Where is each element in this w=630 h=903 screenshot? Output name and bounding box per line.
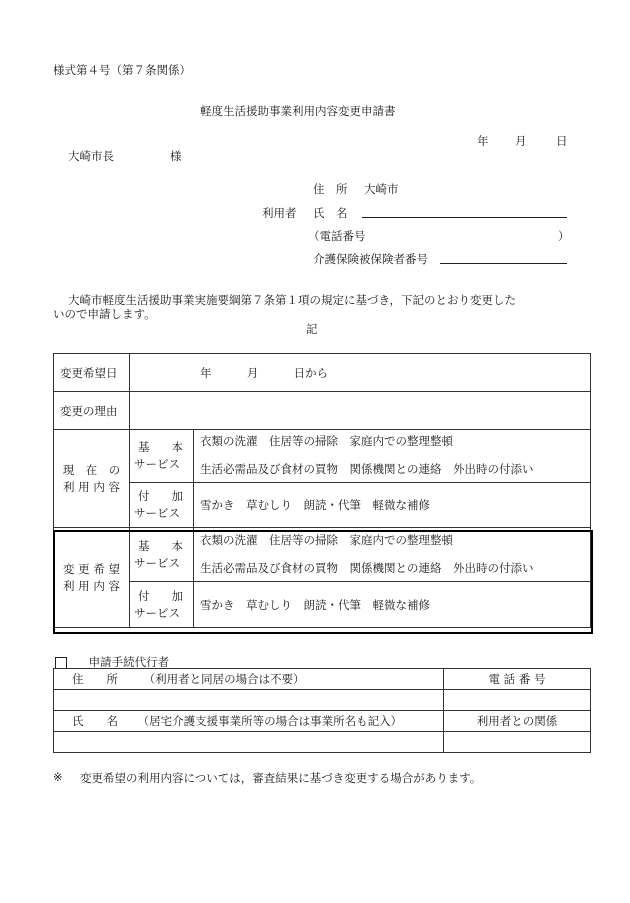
- insured-number-label: 介護保険被保険者番号: [313, 252, 428, 266]
- service-label: サービス: [134, 605, 180, 620]
- desired-additional-service-label: [130, 582, 194, 628]
- agent-name-label: 氏 名: [72, 714, 118, 728]
- agent-name-field[interactable]: [54, 732, 444, 753]
- basic-label-a: 基: [138, 440, 150, 454]
- service-label: サービス: [134, 506, 180, 520]
- form-title: 軽度生活援助事業利用内容変更申請書: [200, 104, 396, 118]
- reason-row: [54, 392, 591, 430]
- form-number: 様式第４号（第７条関係）: [53, 63, 191, 77]
- agent-address-header: [54, 669, 444, 690]
- date-month: 月: [515, 134, 527, 148]
- agent-relation-label: 利用者との関係: [444, 711, 591, 732]
- agent-address-label: 住 所: [72, 672, 118, 686]
- service-label: サービス: [134, 457, 180, 471]
- ki-heading: 記: [306, 322, 318, 336]
- agent-table: [53, 668, 591, 753]
- basic-label-b: 本: [171, 440, 183, 454]
- current-usage-label-line-1: 現 在 の: [62, 462, 121, 477]
- desired-basic-service-label: [130, 528, 194, 582]
- date-day: 日: [556, 134, 568, 148]
- phone-open: （電話番号: [308, 229, 366, 243]
- desired-date-row: [54, 354, 591, 392]
- agent-address-input-row: [54, 690, 591, 711]
- desired-date-label: 変更希望日: [54, 354, 130, 392]
- agent-address-note: （利用者と同居の場合は不要）: [143, 672, 305, 686]
- user-label: 利用者: [262, 206, 297, 220]
- agent-name-note: （居宅介護支援事業所等の場合は事業所名も記入）: [137, 714, 403, 728]
- desired-usage-label-line-2: 利 用 内 容: [63, 578, 120, 593]
- agent-address-field[interactable]: [54, 690, 444, 711]
- reason-label: 変更の理由: [54, 392, 130, 430]
- agent-title: 申請手続代行者: [88, 655, 170, 669]
- desired-usage-label: [54, 528, 130, 628]
- additional-label-b: 加: [171, 588, 183, 603]
- current-additional-row: [54, 483, 591, 528]
- basic-options-line-2: 生活必需品及び食材の買物 関係機関との連絡 外出時の付添い: [200, 462, 534, 476]
- agent-name-input-row: [54, 732, 591, 753]
- agent-phone-label: 電 話 番 号: [444, 669, 591, 690]
- basic-label-b: 本: [171, 538, 183, 553]
- addressee-honorific: 様: [170, 149, 182, 163]
- body-text-line-1: 大崎市軽度生活援助事業実施要綱第７条第１項の規定に基づき，下記のとおり変更した: [68, 293, 517, 307]
- service-label: サービス: [134, 555, 180, 570]
- additional-label-a: 付: [138, 489, 150, 503]
- addressee-name: 大崎市長: [68, 149, 114, 163]
- desired-date-from: 日から: [293, 365, 329, 380]
- basic-options-line-1: 衣類の洗濯 住居等の掃除 家庭内での整理整頓: [200, 434, 453, 448]
- agent-name-header: [54, 711, 444, 732]
- current-basic-service-label: [130, 430, 194, 483]
- current-additional-options[interactable]: 雪かき 草むしり 朗読・代筆 軽微な補修: [194, 483, 591, 528]
- date-year: 年: [477, 134, 489, 148]
- desired-date-field[interactable]: [130, 354, 591, 392]
- main-table: [53, 353, 591, 628]
- reason-field[interactable]: [130, 392, 591, 430]
- desired-additional-row: [54, 582, 591, 628]
- name-label: 氏 名: [313, 206, 348, 220]
- desired-basic-row: [54, 528, 591, 582]
- agent-relation-field[interactable]: [444, 732, 591, 753]
- desired-usage-label-line-1: 変 更 希 望: [63, 561, 120, 576]
- desired-basic-options[interactable]: [194, 528, 591, 582]
- footnote-text: 変更希望の利用内容については，審査結果に基づき変更する場合があります。: [80, 771, 482, 785]
- body-text-line-2: いので申請します。: [53, 307, 156, 321]
- insured-number-underline[interactable]: [440, 263, 567, 264]
- current-additional-service-label: [130, 483, 194, 528]
- desired-date-month: 月: [246, 365, 259, 380]
- footnote-mark: ※: [53, 770, 63, 784]
- agent-name-header-row: [54, 711, 591, 732]
- name-underline[interactable]: [362, 217, 567, 218]
- desired-date-year: 年: [200, 365, 212, 380]
- basic-label-a: 基: [138, 538, 150, 553]
- additional-label-a: 付: [138, 588, 150, 603]
- basic-options-line-2: 生活必需品及び食材の買物 関係機関との連絡 外出時の付添い: [200, 560, 534, 575]
- agent-address-header-row: [54, 669, 591, 690]
- current-basic-row: [54, 430, 591, 483]
- current-usage-label: [54, 430, 130, 528]
- phone-close: ）: [558, 229, 570, 243]
- agent-phone-field[interactable]: [444, 690, 591, 711]
- address-label: 住 所: [313, 182, 348, 196]
- additional-label-b: 加: [171, 489, 183, 503]
- desired-additional-options[interactable]: 雪かき 草むしり 朗読・代筆 軽微な補修: [194, 582, 591, 628]
- address-value: 大崎市: [364, 182, 399, 196]
- basic-options-line-1: 衣類の洗濯 住居等の掃除 家庭内での整理整頓: [200, 532, 453, 547]
- current-usage-label-line-2: 利 用 内 容: [63, 479, 120, 494]
- current-basic-options[interactable]: [194, 430, 591, 483]
